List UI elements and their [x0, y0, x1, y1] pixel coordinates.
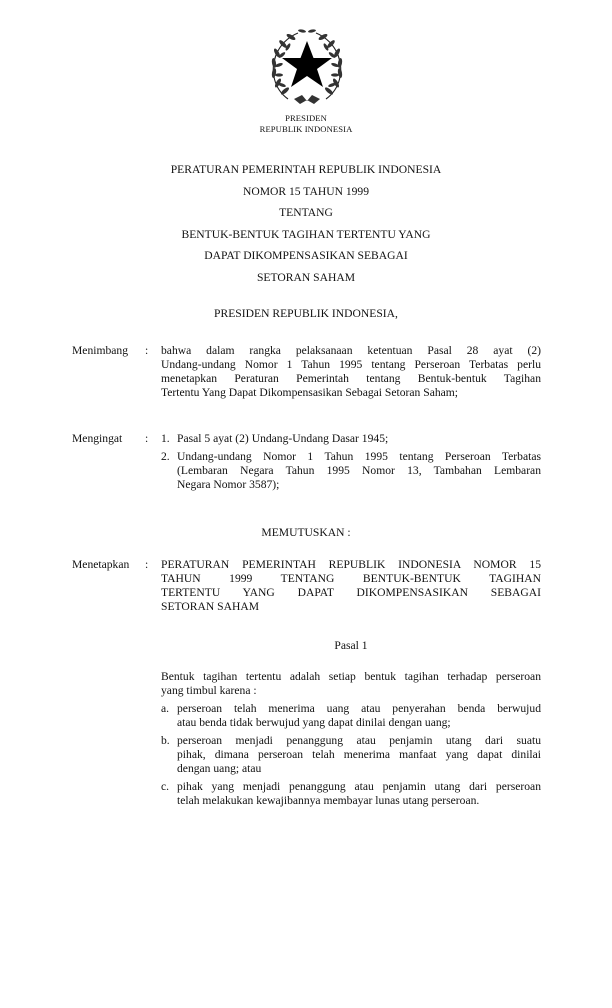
item-line: pihak yang menjadi penanggung atau penjamin utang dari perseroan: [177, 780, 541, 793]
item-line: dengan uang; atau: [177, 762, 262, 775]
pasal-1-item-c: [161, 780, 541, 808]
menetapkan-text: [161, 558, 541, 614]
item-line: Pasal 5 ayat (2) Undang-Undang Dasar 1945;: [177, 432, 389, 445]
mengingat-label: Mengingat: [72, 432, 123, 445]
item-letter: a.: [161, 702, 170, 715]
pasal-1-item-b: [161, 734, 541, 776]
mengingat-colon: :: [145, 432, 149, 445]
item-number: 2.: [161, 450, 170, 463]
item-line: telah melakukan kewajibannya membayar lunas utang perseroan.: [177, 794, 480, 807]
intro-line: yang timbul karena :: [161, 684, 257, 697]
pasal-1-intro: [161, 670, 541, 698]
item-number: 1.: [161, 432, 170, 445]
title-line-2: NOMOR 15 TAHUN 1999: [242, 184, 370, 198]
menimbang-line: menetapkan Peraturan Pemerintah tentang Bentuk-bentuk Tagihan: [161, 372, 541, 385]
memutuskan-heading: MEMUTUSKAN :: [261, 526, 351, 539]
pasal-1-heading: Pasal 1: [334, 639, 368, 652]
item-line: (Lembaran Negara Tahun 1995 Nomor 13, Tambahan Lembaran: [177, 464, 541, 477]
menimbang-line: bahwa dalam rangka pelaksanaan ketentuan Pasal 28 ayat (2): [161, 344, 541, 357]
item-line: Undang-undang Nomor 1 Tahun 1995 tentang Perseroan Terbatas: [177, 450, 541, 463]
pasal-1-body: [161, 670, 541, 808]
issuer-line: PRESIDEN REPUBLIK INDONESIA,: [214, 307, 398, 320]
intro-line: Bentuk tagihan tertentu adalah setiap bentuk tagihan terhadap perseroan: [161, 670, 541, 683]
mengingat-list: [161, 432, 541, 496]
office-line-president: PRESIDEN: [285, 113, 327, 123]
menimbang-line: Undang-undang Nomor 1 Tahun 1995 tentang Perseroan Terbatas perlu: [161, 358, 541, 371]
menetapkan-line: TERTENTU YANG DAPAT DIKOMPENSASIKAN SEBAGAI: [161, 586, 541, 599]
item-line: pihak, dimana perseroan telah menerima manfaat yang dapat dinilai: [177, 748, 541, 761]
menetapkan-line: PERATURAN PEMERINTAH REPUBLIK INDONESIA NOMOR 15: [161, 558, 541, 571]
menetapkan-line: TAHUN 1999 TENTANG BENTUK-BENTUK TAGIHAN: [161, 572, 541, 585]
menimbang-line: Tertentu Yang Dapat Dikompensasikan Sebagai Setoran Saham;: [161, 386, 459, 399]
item-line: atau benda tidak berwujud yang dapat dinilai dengan uang;: [177, 716, 451, 729]
menimbang-colon: :: [145, 344, 149, 357]
document-title: [0, 159, 612, 289]
item-letter: c.: [161, 780, 170, 793]
title-line-5: DAPAT DIKOMPENSASIKAN SEBAGAI: [204, 249, 408, 263]
pasal-1-item-a: [161, 702, 541, 730]
item-line: Negara Nomor 3587);: [177, 478, 280, 491]
menetapkan-colon: :: [145, 558, 149, 571]
title-line-4: BENTUK-BENTUK TAGIHAN TERTENTU YANG: [181, 227, 431, 241]
item-letter: b.: [161, 734, 170, 747]
mengingat-item-1: [161, 432, 541, 446]
item-line: perseroan menjadi penanggung atau penjamin utang dari suatu: [177, 734, 541, 747]
presidential-emblem-icon: [266, 25, 348, 107]
title-line-1: PERATURAN PEMERINTAH REPUBLIK INDONESIA: [170, 163, 442, 176]
item-line: perseroan telah menerima uang atau penyerahan benda berwujud: [177, 702, 541, 715]
menetapkan-line: SETORAN SAHAM: [161, 600, 260, 613]
mengingat-item-2: [161, 450, 541, 492]
menetapkan-label: Menetapkan: [72, 558, 130, 571]
office-line-republic: REPUBLIK INDONESIA: [259, 124, 353, 134]
title-line-6: SETORAN SAHAM: [256, 270, 356, 284]
menimbang-label: Menimbang: [72, 344, 129, 357]
menimbang-text: [161, 344, 541, 400]
title-line-3: TENTANG: [279, 206, 333, 220]
